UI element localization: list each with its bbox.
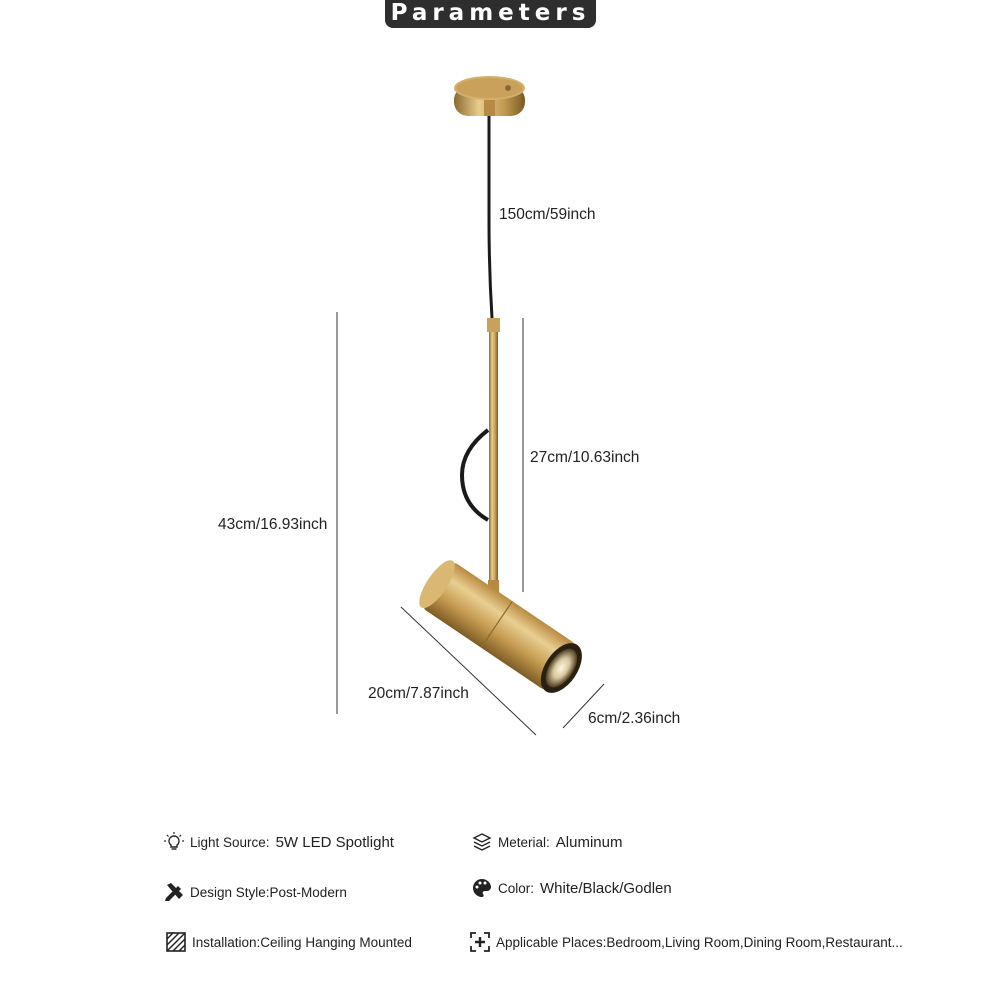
spec-label: Color: xyxy=(498,880,535,896)
spec-label: Installation: xyxy=(192,934,261,950)
rod-length-label: 27cm/10.63inch xyxy=(530,449,640,466)
ceiling-canopy xyxy=(454,76,525,116)
page-title: Parameters xyxy=(385,0,596,28)
spec-color xyxy=(472,878,672,898)
total-height-label: 43cm/16.93inch xyxy=(218,516,328,533)
spec-label: Applicable Places: xyxy=(496,934,607,950)
hatch-icon xyxy=(166,932,186,952)
spotlight-head xyxy=(413,555,590,700)
layers-icon xyxy=(472,832,492,852)
spec-material xyxy=(472,832,622,852)
spec-installation xyxy=(166,932,412,952)
spec-light-source xyxy=(164,832,394,852)
spec-value: Ceiling Hanging Mounted xyxy=(260,934,412,950)
spec-label: Design Style: xyxy=(190,884,270,900)
rod xyxy=(487,318,500,596)
cord xyxy=(489,116,492,318)
spec-label: Meterial: xyxy=(498,834,550,850)
spec-label: Light Source: xyxy=(190,834,270,850)
head-diameter-label: 6cm/2.36inch xyxy=(588,710,681,727)
spec-value: Post-Modern xyxy=(269,884,347,900)
palette-icon xyxy=(472,878,492,898)
crosshair-icon xyxy=(470,932,490,952)
spec-value: Bedroom,Living Room,Dining Room,Restaurant... xyxy=(606,934,903,950)
pencil-ruler-icon xyxy=(164,882,184,902)
spec-value: 5W LED Spotlight xyxy=(275,833,394,851)
spec-design-style xyxy=(164,882,347,902)
side-cord xyxy=(462,430,488,520)
head-length-label: 20cm/7.87inch xyxy=(368,685,469,702)
spec-applicable-places xyxy=(470,932,903,952)
spec-value: Aluminum xyxy=(555,833,623,851)
cord-length-label: 150cm/59inch xyxy=(499,206,596,223)
bulb-icon xyxy=(164,832,184,852)
spec-value: White/Black/Godlen xyxy=(540,879,672,897)
